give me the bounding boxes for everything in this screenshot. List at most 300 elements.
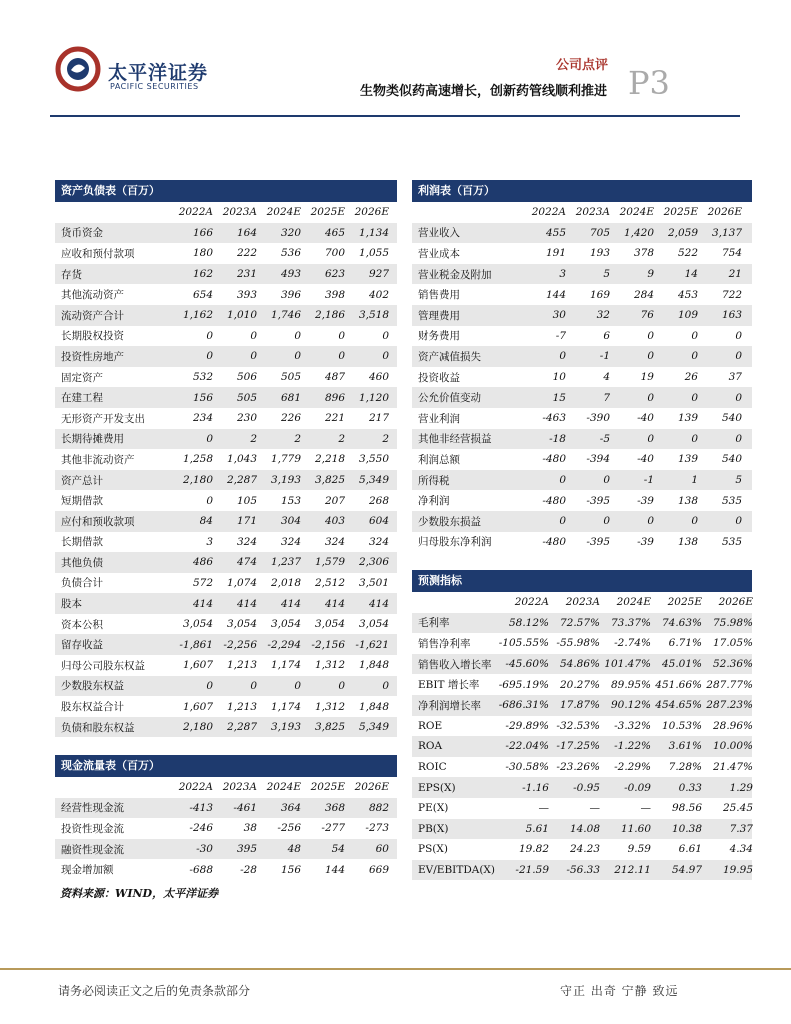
cell-value: 1,174 <box>270 700 301 713</box>
cell-value: 700 <box>324 247 345 260</box>
table-row <box>55 243 397 264</box>
cell-value: 1,213 <box>226 659 257 672</box>
table-row <box>55 593 397 614</box>
table-row <box>412 777 752 798</box>
cell-value: 414 <box>192 597 213 610</box>
row-label: 营业利润 <box>418 412 460 425</box>
cell-value: 0 <box>647 350 654 363</box>
row-label: PB(X) <box>418 822 449 835</box>
income-year-header <box>412 202 752 223</box>
cell-value: -40 <box>637 412 654 425</box>
cell-value: -413 <box>189 801 213 814</box>
cell-value: 5 <box>735 474 742 487</box>
table-row <box>412 798 752 819</box>
cell-value: -1.22% <box>614 740 651 753</box>
year-label: 2026E <box>718 596 753 609</box>
year-label: 2025E <box>667 596 702 609</box>
year-label: 2023A <box>575 206 610 219</box>
cell-value: 0 <box>691 432 698 445</box>
cell-value: 76 <box>640 309 654 322</box>
cell-value: 0 <box>647 515 654 528</box>
cell-value: 24.23 <box>569 843 600 856</box>
cell-value: 378 <box>633 247 654 260</box>
cell-value: 1,120 <box>358 391 389 404</box>
cell-value: 54.97 <box>671 864 702 877</box>
cell-value: 105 <box>236 494 257 507</box>
cell-value: 10.00% <box>712 740 753 753</box>
cell-value: 453 <box>677 288 698 301</box>
row-label: 销售费用 <box>418 289 460 302</box>
cell-value: 493 <box>280 268 301 281</box>
logo-icon <box>55 46 101 92</box>
cell-value: 109 <box>677 309 698 322</box>
cell-value: 1,848 <box>358 700 389 713</box>
cell-value: 2,180 <box>182 721 213 734</box>
cell-value: -390 <box>586 412 610 425</box>
cell-value: 9 <box>647 268 654 281</box>
page-header <box>0 0 791 120</box>
income-statement-table <box>412 180 752 552</box>
year-label: 2025E <box>310 781 345 794</box>
cell-value: 1,055 <box>358 247 389 260</box>
cell-value: 0 <box>735 350 742 363</box>
table-row <box>412 264 752 285</box>
cell-value: 0 <box>691 515 698 528</box>
cell-value: 222 <box>236 247 257 260</box>
cell-value: 669 <box>368 863 389 876</box>
cell-value: 3,054 <box>358 618 389 631</box>
row-label: 应收和预付款项 <box>61 247 135 260</box>
cell-value: -39 <box>637 494 654 507</box>
cell-value: 0 <box>691 350 698 363</box>
table-row <box>412 613 752 634</box>
brand-name: 太平洋证券 <box>108 62 209 84</box>
cell-value: 60 <box>375 843 389 856</box>
cell-value: -2,156 <box>311 638 345 651</box>
year-label: 2024E <box>616 596 651 609</box>
cell-value: 1,607 <box>182 659 213 672</box>
cell-value: 10.53% <box>661 719 702 732</box>
row-label: 无形资产开发支出 <box>61 412 145 425</box>
cell-value: 54 <box>331 843 345 856</box>
cell-value: 153 <box>280 494 301 507</box>
cell-value: 221 <box>324 412 345 425</box>
table-row <box>55 326 397 347</box>
balance-year-header <box>55 202 397 223</box>
cell-value: 21 <box>728 268 742 281</box>
cell-value: 191 <box>545 247 566 260</box>
table-row <box>55 387 397 408</box>
cell-value: 180 <box>192 247 213 260</box>
cell-value: 268 <box>368 494 389 507</box>
cell-value: 0 <box>647 329 654 342</box>
cell-value: 3,825 <box>314 474 345 487</box>
table-row <box>55 449 397 470</box>
table-row <box>412 819 752 840</box>
cell-value: 0 <box>559 350 566 363</box>
row-label: 留存收益 <box>61 639 103 652</box>
cell-value: 0 <box>294 679 301 692</box>
row-label: 负债和股东权益 <box>61 721 135 734</box>
cell-value: -32.53% <box>556 719 600 732</box>
row-label: 管理费用 <box>418 309 460 322</box>
cell-value: 20.27% <box>559 678 600 691</box>
cell-value: 156 <box>192 391 213 404</box>
cell-value: 84 <box>199 515 213 528</box>
cell-value: 0 <box>691 391 698 404</box>
cell-value: -688 <box>189 863 213 876</box>
report-type: 公司点评 <box>556 58 609 73</box>
row-label: 少数股东权益 <box>61 680 124 693</box>
cell-value: 2,287 <box>226 721 257 734</box>
cell-value: 1,134 <box>358 226 389 239</box>
cell-value: 226 <box>280 412 301 425</box>
cell-value: 0 <box>691 329 698 342</box>
cell-value: 156 <box>280 863 301 876</box>
row-label: 资产总计 <box>61 474 103 487</box>
table-row <box>55 223 397 244</box>
cell-value: -105.55% <box>498 637 549 650</box>
year-label: 2026E <box>707 206 742 219</box>
cell-value: 0 <box>250 679 257 692</box>
cell-value: -39 <box>637 535 654 548</box>
table-row <box>412 839 752 860</box>
table-row <box>55 511 397 532</box>
year-label: 2026E <box>354 206 389 219</box>
cell-value: 231 <box>236 268 257 281</box>
row-label: 归母公司股东权益 <box>61 659 145 672</box>
cell-value: -2,294 <box>267 638 301 651</box>
income-title: 利润表（百万） <box>412 180 752 202</box>
cell-value: 73.37% <box>610 616 651 629</box>
cell-value: -695.19% <box>498 678 549 691</box>
cell-value: -23.26% <box>556 761 600 774</box>
cell-value: 162 <box>192 268 213 281</box>
cell-value: -480 <box>542 453 566 466</box>
cell-value: -0.09 <box>624 781 651 794</box>
cell-value: 38 <box>243 822 257 835</box>
year-label: 2022A <box>514 596 549 609</box>
row-label: EPS(X) <box>418 781 456 794</box>
forecast-table <box>412 570 752 880</box>
table-row <box>412 695 752 716</box>
cell-value: 604 <box>368 515 389 528</box>
cell-value: 19.82 <box>518 843 549 856</box>
cell-value: 0 <box>338 679 345 692</box>
cell-value: 10 <box>552 371 566 384</box>
balance-title: 资产负债表（百万） <box>55 180 397 202</box>
cell-value: 1,779 <box>270 453 301 466</box>
table-row <box>55 490 397 511</box>
cell-value: 0 <box>206 329 213 342</box>
cell-value: 0 <box>338 350 345 363</box>
row-label: 短期借款 <box>61 495 103 508</box>
cell-value: 2,512 <box>314 576 345 589</box>
source-note: 资料来源：WIND，太平洋证券 <box>60 887 219 900</box>
year-label: 2024E <box>266 781 301 794</box>
cell-value: -55.98% <box>556 637 600 650</box>
row-label: 归母股东净利润 <box>418 536 492 549</box>
cell-value: 0 <box>382 679 389 692</box>
year-label: 2022A <box>178 781 213 794</box>
table-row <box>55 429 397 450</box>
cell-value: 7.28% <box>668 761 702 774</box>
year-label: 2023A <box>222 781 257 794</box>
cell-value: -30.58% <box>505 761 549 774</box>
cell-value: -2,256 <box>223 638 257 651</box>
cell-value: 32 <box>596 309 610 322</box>
table-row <box>55 696 397 717</box>
cell-value: -56.33 <box>566 864 600 877</box>
cell-value: 26 <box>684 371 698 384</box>
row-label: ROE <box>418 719 443 732</box>
cell-value: 896 <box>324 391 345 404</box>
cell-value: 3.61% <box>668 740 702 753</box>
cell-value: 58.12% <box>508 616 549 629</box>
company-motto: 守正 出奇 宁静 致远 <box>560 984 679 998</box>
table-row <box>55 614 397 635</box>
cell-value: 403 <box>324 515 345 528</box>
cell-value: -1,621 <box>355 638 389 651</box>
cell-value: 17.05% <box>712 637 753 650</box>
cell-value: 48 <box>287 843 301 856</box>
cell-value: 0 <box>647 391 654 404</box>
cell-value: 90.12% <box>610 699 651 712</box>
cell-value: 572 <box>192 576 213 589</box>
cell-value: 45.01% <box>661 658 702 671</box>
cell-value: 3,054 <box>314 618 345 631</box>
cell-value: -2.29% <box>614 761 651 774</box>
cell-value: -1.16 <box>522 781 549 794</box>
cell-value: 0 <box>735 391 742 404</box>
row-label: 净利润 <box>418 495 450 508</box>
cell-value: 540 <box>721 453 742 466</box>
cell-value: 5,349 <box>358 474 389 487</box>
cell-value: 138 <box>677 535 698 548</box>
cell-value: 505 <box>280 371 301 384</box>
cell-value: 0 <box>559 515 566 528</box>
table-row <box>55 798 397 819</box>
forecast-title: 预测指标 <box>412 570 752 592</box>
row-label: 流动资产合计 <box>61 309 124 322</box>
cell-value: -18 <box>549 432 566 445</box>
cell-value: 540 <box>721 412 742 425</box>
table-row <box>412 429 752 450</box>
cell-value: 3,550 <box>358 453 389 466</box>
cell-value: -246 <box>189 822 213 835</box>
cell-value: 654 <box>192 288 213 301</box>
cell-value: 52.36% <box>712 658 753 671</box>
cell-value: 3,501 <box>358 576 389 589</box>
cell-value: 1,579 <box>314 556 345 569</box>
table-row <box>55 676 397 697</box>
year-label: 2023A <box>222 206 257 219</box>
cell-value: 3,518 <box>358 309 389 322</box>
cell-value: 474 <box>236 556 257 569</box>
row-label: 其他负债 <box>61 556 103 569</box>
table-row <box>412 716 752 737</box>
cell-value: 324 <box>280 535 301 548</box>
row-label: 经营性现金流 <box>61 802 124 815</box>
row-label: 销售净利率 <box>418 637 471 650</box>
cell-value: 25.45 <box>722 802 753 815</box>
row-label: 融资性现金流 <box>61 843 124 856</box>
cell-value: -28 <box>240 863 257 876</box>
table-row <box>55 532 397 553</box>
cell-value: 486 <box>192 556 213 569</box>
headline: 生物类似药高速增长，创新药管线顺利推进 <box>360 84 608 99</box>
cell-value: 705 <box>589 226 610 239</box>
table-row <box>412 674 752 695</box>
cell-value: -394 <box>586 453 610 466</box>
row-label: EBIT 增长率 <box>418 679 480 692</box>
row-label: 利润总额 <box>418 453 460 466</box>
cell-value: 2 <box>294 432 301 445</box>
cell-value: 505 <box>236 391 257 404</box>
cell-value: -277 <box>321 822 345 835</box>
cell-value: 0 <box>735 515 742 528</box>
cell-value: 9.59 <box>627 843 651 856</box>
cell-value: 3,193 <box>270 474 301 487</box>
cell-value: 17.87% <box>559 699 600 712</box>
row-label: 营业收入 <box>418 227 460 240</box>
cell-value: 284 <box>633 288 654 301</box>
header-divider <box>50 115 740 117</box>
table-row <box>55 634 397 655</box>
cell-value: 451.66% <box>655 678 702 691</box>
table-row <box>55 717 397 738</box>
row-label: 所得税 <box>418 474 450 487</box>
cell-value: 74.63% <box>661 616 702 629</box>
balance-sheet-table <box>55 180 397 737</box>
cell-value: 395 <box>236 843 257 856</box>
cell-value: 0 <box>250 350 257 363</box>
cell-value: -21.59 <box>515 864 549 877</box>
cell-value: 623 <box>324 268 345 281</box>
table-row <box>55 655 397 676</box>
cell-value: 722 <box>721 288 742 301</box>
cell-value: 3 <box>559 268 566 281</box>
cell-value: 0 <box>559 474 566 487</box>
forecast-year-header <box>412 592 752 613</box>
row-label: 在建工程 <box>61 392 103 405</box>
cell-value: 1,848 <box>358 659 389 672</box>
cell-value: 2 <box>338 432 345 445</box>
cell-value: 19 <box>640 371 654 384</box>
row-label: 资本公积 <box>61 618 103 631</box>
table-row <box>55 367 397 388</box>
year-label: 2026E <box>354 781 389 794</box>
page-number: P3 <box>628 64 670 102</box>
cell-value: 324 <box>236 535 257 548</box>
cell-value: 0 <box>206 494 213 507</box>
cell-value: 28.96% <box>712 719 753 732</box>
cell-value: 139 <box>677 412 698 425</box>
cell-value: -395 <box>586 535 610 548</box>
cell-value: 0 <box>382 329 389 342</box>
row-label: EV/EBITDA(X) <box>418 864 495 877</box>
cell-value: 15 <box>552 391 566 404</box>
cell-value: 1,213 <box>226 700 257 713</box>
cell-value: 164 <box>236 226 257 239</box>
cell-value: 0 <box>735 432 742 445</box>
cell-value: 1,312 <box>314 659 345 672</box>
cell-value: -29.89% <box>505 719 549 732</box>
table-row <box>55 305 397 326</box>
cell-value: 0.33 <box>678 781 702 794</box>
cell-value: 0 <box>250 329 257 342</box>
cell-value: 2,180 <box>182 474 213 487</box>
year-label: 2025E <box>663 206 698 219</box>
cell-value: 14.08 <box>569 822 600 835</box>
cell-value: 10.38 <box>671 822 702 835</box>
cell-value: 324 <box>324 535 345 548</box>
table-row <box>55 859 397 880</box>
cell-value: -40 <box>637 453 654 466</box>
cell-value: 101.47% <box>604 658 651 671</box>
year-label: 2022A <box>531 206 566 219</box>
cell-value: 4.34 <box>729 843 753 856</box>
row-label: PS(X) <box>418 843 448 856</box>
row-label: 长期借款 <box>61 536 103 549</box>
cell-value: -17.25% <box>556 740 600 753</box>
table-row <box>55 818 397 839</box>
cell-value: -2.74% <box>614 637 651 650</box>
cell-value: 1,174 <box>270 659 301 672</box>
cell-value: — <box>640 802 651 815</box>
cell-value: — <box>538 802 549 815</box>
cell-value: -22.04% <box>505 740 549 753</box>
cell-value: 0 <box>735 329 742 342</box>
cell-value: 3,193 <box>270 721 301 734</box>
row-label: 应付和预收款项 <box>61 515 135 528</box>
cell-value: 364 <box>280 801 301 814</box>
cell-value: -30 <box>196 843 213 856</box>
cell-value: 2,287 <box>226 474 257 487</box>
table-row <box>412 243 752 264</box>
year-label: 2023A <box>565 596 600 609</box>
cell-value: 5,349 <box>358 721 389 734</box>
cell-value: 1,420 <box>623 226 654 239</box>
cell-value: 522 <box>677 247 698 260</box>
cell-value: 171 <box>236 515 257 528</box>
cell-value: 324 <box>368 535 389 548</box>
table-row <box>412 223 752 244</box>
cell-value: 163 <box>721 309 742 322</box>
cell-value: 396 <box>280 288 301 301</box>
cell-value: 1,607 <box>182 700 213 713</box>
cell-value: -45.60% <box>505 658 549 671</box>
cell-value: 207 <box>324 494 345 507</box>
cell-value: 2,306 <box>358 556 389 569</box>
cell-value: -395 <box>586 494 610 507</box>
table-row <box>412 284 752 305</box>
row-label: 公允价值变动 <box>418 392 481 405</box>
cell-value: 487 <box>324 371 345 384</box>
row-label: 货币资金 <box>61 227 103 240</box>
cell-value: 3,137 <box>711 226 742 239</box>
table-row <box>55 573 397 594</box>
cell-value: -480 <box>542 535 566 548</box>
cell-value: 754 <box>721 247 742 260</box>
cashflow-title: 现金流量表（百万） <box>55 755 397 777</box>
cell-value: 75.98% <box>712 616 753 629</box>
cell-value: -1,861 <box>179 638 213 651</box>
cell-value: 6.61 <box>678 843 702 856</box>
row-label: 其他非经营损益 <box>418 433 492 446</box>
row-label: 股本 <box>61 598 82 611</box>
row-label: ROA <box>418 740 443 753</box>
